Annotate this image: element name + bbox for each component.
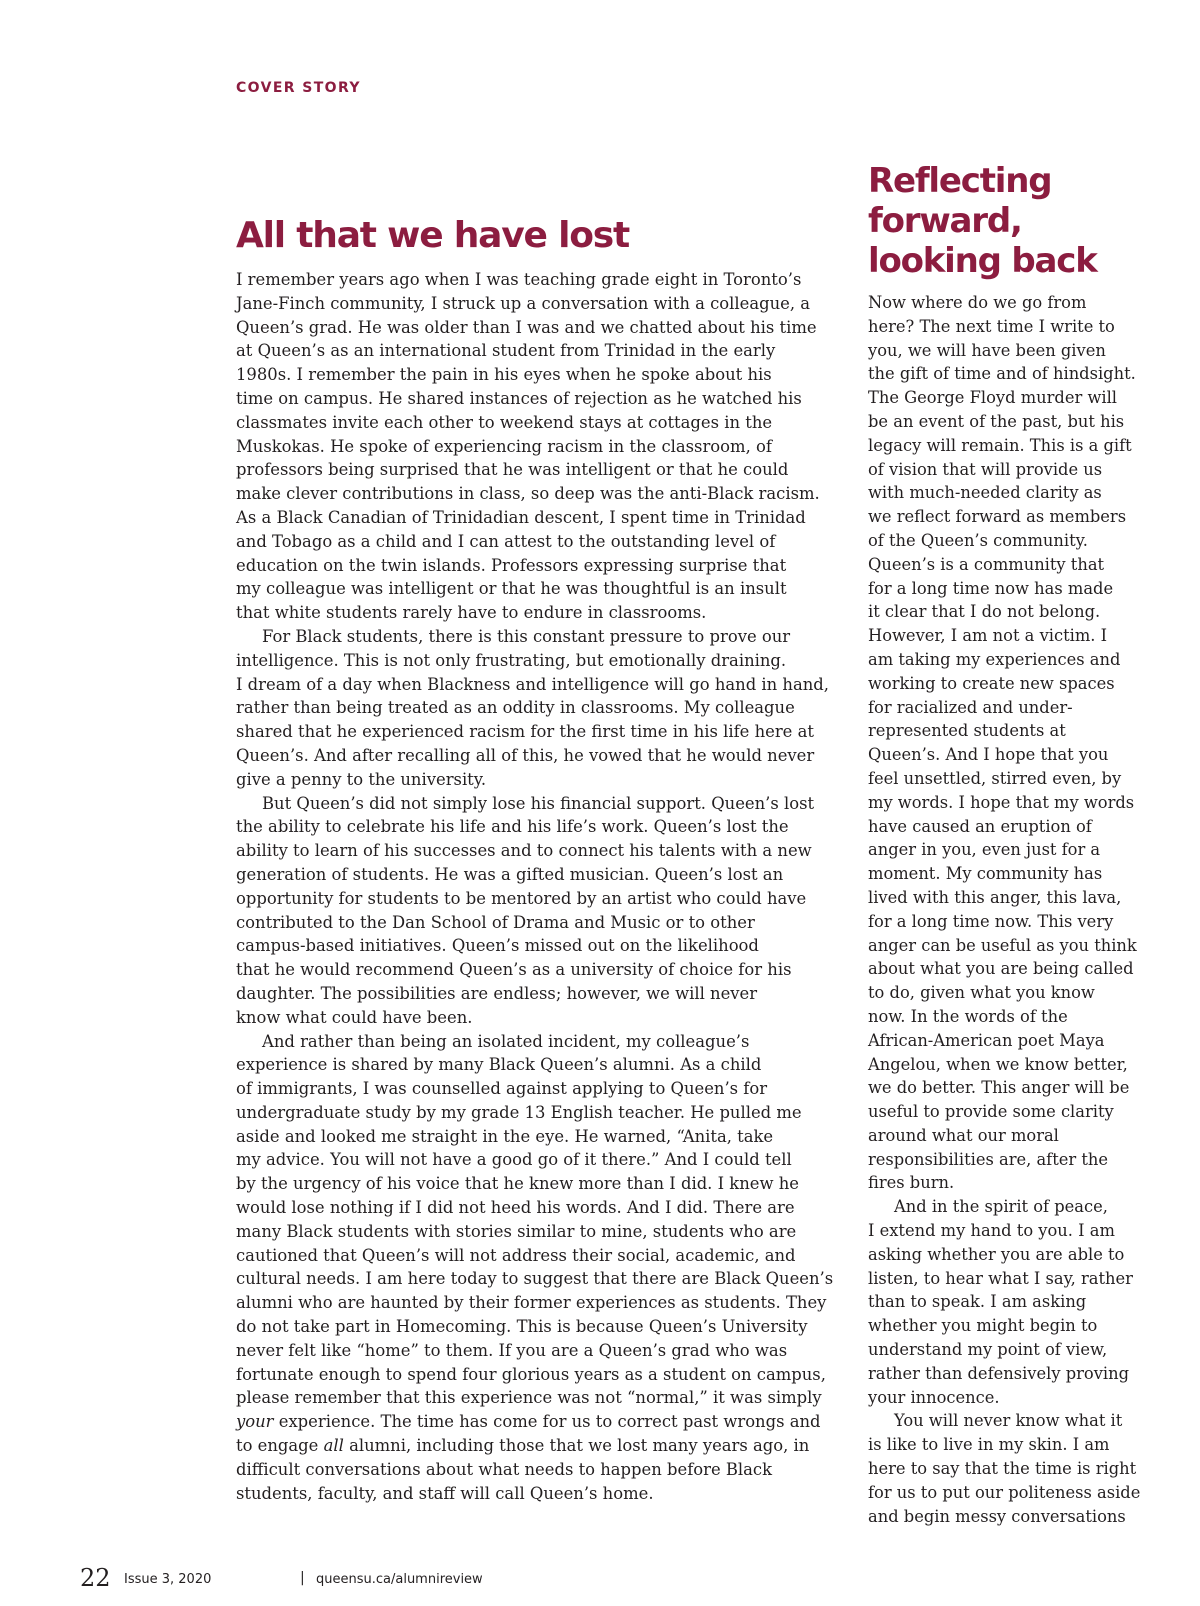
text-line: be an event of the past, but his <box>868 411 1125 431</box>
text-line: and Tobago as a child and I can attest to the outstanding level of <box>236 531 776 551</box>
text-line: moment. My community has <box>868 864 1103 884</box>
text-line: working to create new spaces <box>868 673 1115 693</box>
text-line: And rather than being an isolated incident, my colleague’s <box>262 1031 750 1051</box>
text-line: have caused an eruption of <box>868 816 1092 836</box>
text-line: generation of students. He was a gifted musician. Queen’s lost an <box>236 864 784 884</box>
footer-separator: | <box>300 1570 305 1586</box>
sidebar-title-line: looking back <box>868 241 1097 281</box>
text-line: intelligence. This is not only frustrating, but emotionally draining. <box>236 650 787 670</box>
text-line: Queen’s. And after recalling all of this, he vowed that he would never <box>236 745 815 765</box>
text-line: students, faculty, and staff will call Queen’s home. <box>236 1483 654 1503</box>
text-line: cultural needs. I am here today to suggest that there are Black Queen’s <box>236 1269 834 1289</box>
text-line: feel unsettled, stirred even, by <box>868 768 1122 788</box>
text-line: opportunity for students to be mentored by an artist who could have <box>236 888 807 908</box>
text-line: now. In the words of the <box>868 1006 1068 1026</box>
text-line: and begin messy conversations <box>868 1506 1126 1526</box>
text-line: know what could have been. <box>236 1007 473 1027</box>
sidebar-title-line: Reflecting <box>868 161 1052 201</box>
text-line: of immigrants, I was counselled against applying to Queen’s for <box>236 1079 768 1099</box>
text-line: it clear that I do not belong. <box>868 602 1101 622</box>
page-number: 22 <box>80 1564 111 1592</box>
text-line: is like to live in my skin. I am <box>868 1435 1110 1455</box>
text-line: Muskokas. He spoke of experiencing racism in the classroom, of <box>236 436 772 456</box>
text-line: shared that he experienced racism for the first time in his life here at <box>236 722 814 742</box>
text-line: The George Floyd murder will <box>868 388 1117 408</box>
text-line: for a long time now has made <box>868 578 1114 598</box>
section-label: COVER STORY <box>236 80 361 96</box>
text-line: am taking my experiences and <box>868 649 1121 669</box>
text-line: difficult conversations about what needs to happen before Black <box>236 1459 773 1479</box>
text-line: lived with this anger, this lava, <box>868 887 1122 907</box>
text-line: I dream of a day when Blackness and intelligence will go hand in hand, <box>236 674 830 694</box>
text-line: make clever contributions in class, so deep was the anti-Black racism. <box>236 484 820 504</box>
text-line: I extend my hand to you. I am <box>868 1221 1115 1241</box>
text-line: please remember that this experience was not “normal,” it was simply <box>236 1388 822 1408</box>
text-line: Queen’s grad. He was older than I was and we chatted about his time <box>236 317 817 337</box>
text-line: For Black students, there is this constant pressure to prove our <box>262 626 791 646</box>
text-line: fortunate enough to spend four glorious years as a student on campus, <box>236 1364 826 1384</box>
text-line: Queen’s. And I hope that you <box>868 745 1109 765</box>
text-line: for a long time now. This very <box>868 911 1114 931</box>
sidebar-body <box>868 291 1180 1528</box>
text-line: many Black students with stories similar to mine, students who are <box>236 1221 797 1241</box>
text-line: Queen’s is a community that <box>868 554 1105 574</box>
text-line: than to speak. I am asking <box>868 1292 1087 1312</box>
text-line: do not take part in Homecoming. This is because Queen’s University <box>236 1317 808 1337</box>
text-line: However, I am not a victim. I <box>868 626 1108 646</box>
text-line: alumni who are haunted by their former experiences as students. They <box>236 1293 827 1313</box>
article-body <box>236 268 848 1505</box>
text-line: As a Black Canadian of Trinidadian descent, I spent time in Trinidad <box>236 507 806 527</box>
issue-label: Issue 3, 2020 <box>124 1572 212 1587</box>
text-line: African-American poet Maya <box>868 1030 1105 1050</box>
text-line: at Queen’s as an international student from Trinidad in the early <box>236 341 776 361</box>
text-line: I remember years ago when I was teaching grade eight in Toronto’s <box>236 270 802 289</box>
text-line: by the urgency of his voice that he knew more than I did. I knew he <box>236 1174 799 1194</box>
text-line: that white students rarely have to endure in classrooms. <box>236 603 707 623</box>
text-line: here? The next time I write to <box>868 316 1115 336</box>
text-line: rather than being treated as an oddity in classrooms. My colleague <box>236 698 795 718</box>
text-line: here to say that the time is right <box>868 1459 1137 1479</box>
text-line: the ability to celebrate his life and his life’s work. Queen’s lost the <box>236 817 789 837</box>
text-line: But Queen’s did not simply lose his financial support. Queen’s lost <box>262 793 815 813</box>
text-line: about what you are being called <box>868 959 1134 979</box>
text-line: professors being surprised that he was intelligent or that he could <box>236 460 789 480</box>
text-line: cautioned that Queen’s will not address their social, academic, and <box>236 1245 796 1265</box>
text-line: we do better. This anger will be <box>868 1078 1130 1098</box>
text-line: that he would recommend Queen’s as a university of choice for his <box>236 960 792 980</box>
text-line: Now where do we go from <box>868 293 1087 312</box>
text-line: you, we will have been given <box>868 340 1106 360</box>
text-line: your innocence. <box>868 1387 1000 1407</box>
text-line: 1980s. I remember the pain in his eyes when he spoke about his <box>236 365 772 385</box>
text-line: of the Queen’s community. <box>868 530 1088 550</box>
text-line: campus-based initiatives. Queen’s missed out on the likelihood <box>236 936 759 956</box>
text-line: never felt like “home” to them. If you are a Queen’s grad who was <box>236 1340 788 1360</box>
text-line: listen, to hear what I say, rather <box>868 1268 1133 1288</box>
text-line: rather than defensively proving <box>868 1363 1130 1383</box>
text-line: to engage all alumni, including those that we lost many years ago, in <box>236 1436 810 1456</box>
text-line: give a penny to the university. <box>236 769 487 789</box>
text-line: represented students at <box>868 721 1066 741</box>
text-line: You will never know what it <box>894 1411 1123 1431</box>
text-line: for us to put our politeness aside <box>868 1482 1141 1502</box>
text-line: anger can be useful as you think <box>868 935 1137 955</box>
text-line: useful to provide some clarity <box>868 1102 1114 1122</box>
text-line: my colleague was intelligent or that he was thoughtful is an insult <box>236 579 787 599</box>
text-line: anger in you, even just for a <box>868 840 1101 860</box>
text-line: asking whether you are able to <box>868 1244 1125 1264</box>
text-line: ability to learn of his successes and to connect his talents with a new <box>236 841 812 861</box>
text-line: responsibilities are, after the <box>868 1149 1109 1169</box>
text-line: fires burn. <box>868 1173 955 1193</box>
article-title: All that we have lost <box>236 215 630 256</box>
text-line: And in the spirit of peace, <box>894 1197 1108 1217</box>
text-line: classmates invite each other to weekend stays at cottages in the <box>236 412 773 432</box>
text-line: we reflect forward as members <box>868 507 1127 527</box>
text-line: experience is shared by many Black Queen’s alumni. As a child <box>236 1055 762 1075</box>
text-line: to do, given what you know <box>868 983 1095 1003</box>
text-line: my words. I hope that my words <box>868 792 1135 812</box>
text-line: your experience. The time has come for us to correct past wrongs and <box>236 1412 821 1432</box>
text-line: time on campus. He shared instances of rejection as he watched his <box>236 388 802 408</box>
text-line: education on the twin islands. Professors expressing surprise that <box>236 555 787 575</box>
text-line: the gift of time and of hindsight. <box>868 364 1136 384</box>
sidebar-title <box>868 161 1168 281</box>
text-line: of vision that will provide us <box>868 459 1103 479</box>
text-line: would lose nothing if I did not heed his words. And I did. There are <box>236 1198 795 1218</box>
sidebar-title-line: forward, <box>868 201 1022 241</box>
text-line: around what our moral <box>868 1125 1059 1145</box>
text-line: for racialized and under- <box>868 697 1073 717</box>
text-line: understand my point of view, <box>868 1340 1108 1360</box>
text-line: Jane-Finch community, I struck up a conversation with a colleague, a <box>236 293 811 313</box>
footer-url: queensu.ca/alumnireview <box>316 1572 483 1587</box>
text-line: whether you might begin to <box>868 1316 1098 1336</box>
text-line: daughter. The possibilities are endless; however, we will never <box>236 983 758 1003</box>
text-line: undergraduate study by my grade 13 English teacher. He pulled me <box>236 1102 802 1122</box>
text-line: Angelou, when we know better, <box>868 1054 1128 1074</box>
text-line: aside and looked me straight in the eye. He warned, “Anita, take <box>236 1126 774 1146</box>
text-line: my advice. You will not have a good go of it there.” And I could tell <box>236 1150 792 1170</box>
text-line: with much-needed clarity as <box>868 483 1102 503</box>
text-line: legacy will remain. This is a gift <box>868 435 1132 455</box>
text-line: contributed to the Dan School of Drama and Music or to other <box>236 912 755 932</box>
